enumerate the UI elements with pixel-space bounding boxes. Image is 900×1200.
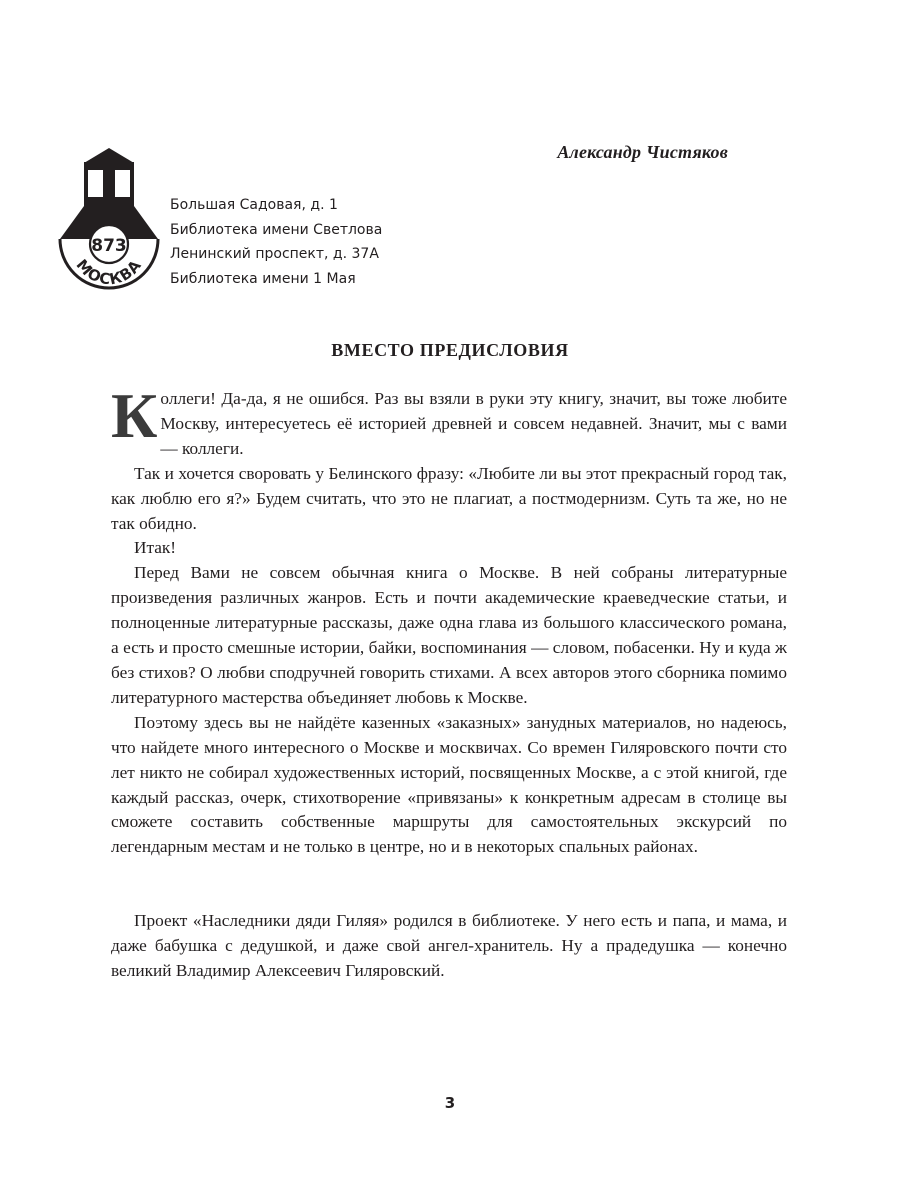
body-text	[111, 380, 787, 984]
paragraph-gap	[111, 860, 787, 909]
paragraph: Поэтому здесь вы не найдёте казенных «заказных» занудных материалов, но надеюсь, что найдете много интересного о Москве и москвичах. Со времен Гиляровского почти сто лет никто не собирал художественных историй, посвященных Москве, а с этой книгой, где каждый рассказ, очерк, стихотворение «привязаны» к конкретным адресам в столице вы сможете составить собственные маршруты для самостоятельных экскурсий по легендарным местам и не только в центре, но и в некоторых спальных районах.	[111, 712, 787, 857]
tower-stamp-icon	[56, 143, 162, 295]
address-line: Библиотека имени Светлова	[170, 221, 383, 238]
paragraph: Перед Вами не совсем обычная книга о Москве. В ней собраны литературные произведения различных жанров. Есть и почти академические краеведческие статьи, и полноценные литературные рассказы, даже одна глава из большого классического романа, а есть и просто смешные истории, байки, воспоминания — словом, побасенки. Ну и куда ж без стихов? О любви сподручней говорить стихами. А всех авторов этого сборника помимо литературного мастерства объединяет любовь к Москве.	[111, 563, 787, 707]
address-line: Ленинский проспект, д. 37А	[170, 246, 379, 262]
address-line: Большая Садовая, д. 1	[170, 197, 338, 213]
paragraph	[111, 380, 787, 462]
logo-city: МОСКВА	[72, 255, 146, 289]
drop-cap: К	[111, 380, 158, 451]
paragraph: Итак!	[134, 538, 177, 558]
address-list	[170, 193, 382, 291]
section-title: ВМЕСТО ПРЕДИСЛОВИЯ	[331, 340, 569, 360]
closing-paragraph: Проект «Наследники дяди Гиляя» родился в библиотеке. У него есть и папа, и мама, и даже бабушка с дедушкой, и даже свой ангел-хранитель. Ну а прадедушка — конечно великий Владимир Алексеевич Гиляровский.	[111, 911, 787, 981]
page-number: 3	[444, 1094, 456, 1112]
paragraph-text: оллеги! Да-да, я не ошибся. Раз вы взяли в руки эту книгу, значит, вы тоже любите Москву, интересуетесь её историей древней и совсем недавней. Значит, мы с вами — коллеги.	[160, 389, 787, 458]
paragraph: Так и хочется своровать у Белинского фразу: «Любите ли вы этот прекрасный город так, как люблю его я?» Будем считать, что это не плагиат, а постмодернизм. Суть та же, но не так обидно.	[111, 463, 787, 533]
logo-number: 873	[91, 236, 127, 256]
address-line: Библиотека имени 1 Мая	[170, 270, 356, 287]
author-name: Александр Чистяков	[557, 142, 728, 162]
